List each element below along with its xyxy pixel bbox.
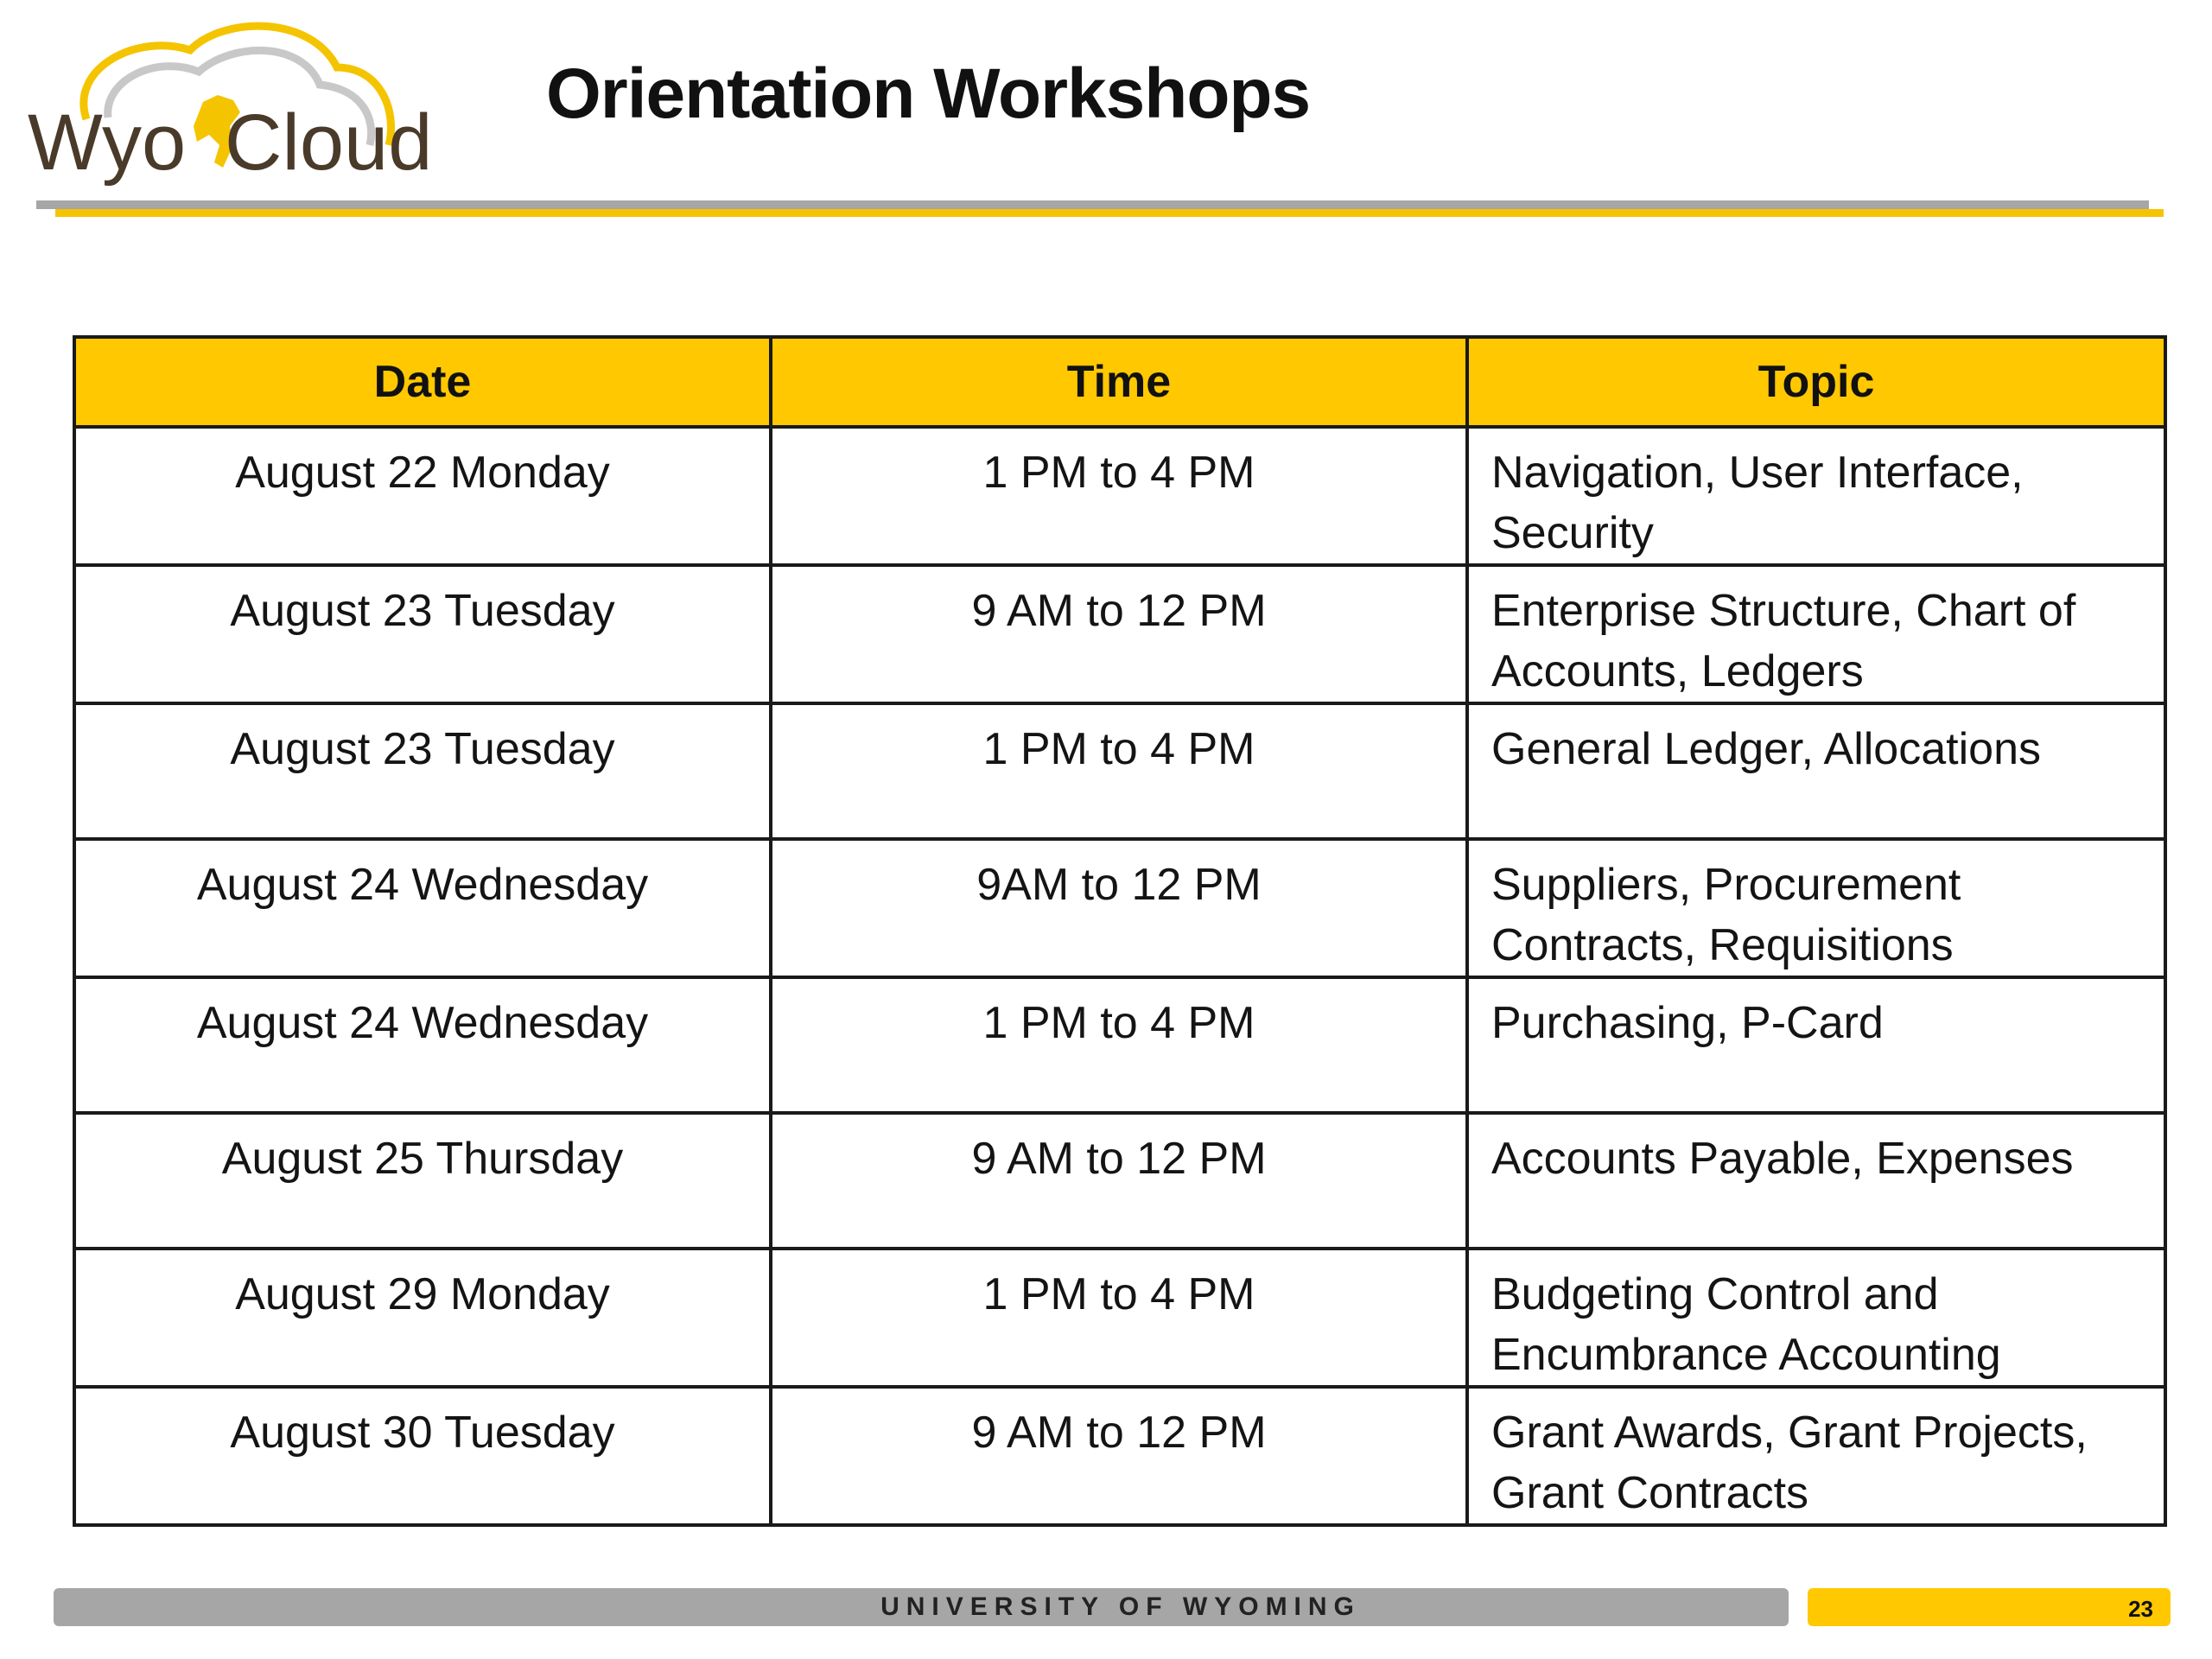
time-cell: 9 AM to 12 PM — [771, 565, 1467, 703]
time-cell: 1 PM to 4 PM — [771, 427, 1467, 565]
column-header-time: Time — [771, 337, 1467, 427]
column-header-topic: Topic — [1467, 337, 2165, 427]
date-cell: August 29 Monday — [74, 1249, 771, 1387]
date-cell: August 30 Tuesday — [74, 1387, 771, 1525]
date-cell: August 25 Thursday — [74, 1113, 771, 1249]
column-header-date: Date — [74, 337, 771, 427]
logo-wordmark-left: Wyo — [28, 99, 187, 187]
time-cell: 1 PM to 4 PM — [771, 703, 1467, 839]
topic-cell: Accounts Payable, Expenses — [1467, 1113, 2165, 1249]
table-row — [74, 1249, 2165, 1387]
table-row — [74, 1387, 2165, 1525]
topic-cell: General Ledger, Allocations — [1467, 703, 2165, 839]
time-cell: 9 AM to 12 PM — [771, 1113, 1467, 1249]
workshop-schedule-table — [73, 335, 2167, 1527]
topic-cell: Navigation, User Interface, Security — [1467, 427, 2165, 565]
topic-cell: Budgeting Control and Encumbrance Accounting — [1467, 1249, 2165, 1387]
logo-wordmark-right: Cloud — [225, 99, 433, 187]
time-cell: 9AM to 12 PM — [771, 839, 1467, 977]
table-row — [74, 839, 2165, 977]
date-cell: August 24 Wednesday — [74, 977, 771, 1113]
date-cell: August 23 Tuesday — [74, 703, 771, 839]
cloud-logo-icon — [26, 16, 433, 197]
table-row — [74, 703, 2165, 839]
topic-cell: Suppliers, Procurement Contracts, Requisitions — [1467, 839, 2165, 977]
topic-cell: Grant Awards, Grant Projects, Grant Contracts — [1467, 1387, 2165, 1525]
topic-cell: Purchasing, P-Card — [1467, 977, 2165, 1113]
date-cell: August 23 Tuesday — [74, 565, 771, 703]
header-divider-gray — [36, 200, 2149, 209]
header-divider-gold — [55, 209, 2164, 217]
footer-organization: UNIVERSITY OF WYOMING — [880, 1592, 1361, 1621]
table-row — [74, 1113, 2165, 1249]
time-cell: 9 AM to 12 PM — [771, 1387, 1467, 1525]
topic-cell: Enterprise Structure, Chart of Accounts, Ledgers — [1467, 565, 2165, 703]
table-row — [74, 977, 2165, 1113]
table-row — [74, 427, 2165, 565]
time-cell: 1 PM to 4 PM — [771, 977, 1467, 1113]
time-cell: 1 PM to 4 PM — [771, 1249, 1467, 1387]
page-title: Orientation Workshops — [546, 54, 1311, 133]
date-cell: August 22 Monday — [74, 427, 771, 565]
page-number: 23 — [2128, 1596, 2153, 1622]
table-header-row — [74, 337, 2165, 427]
table-row — [74, 565, 2165, 703]
wyocloud-logo — [26, 16, 433, 197]
date-cell: August 24 Wednesday — [74, 839, 771, 977]
